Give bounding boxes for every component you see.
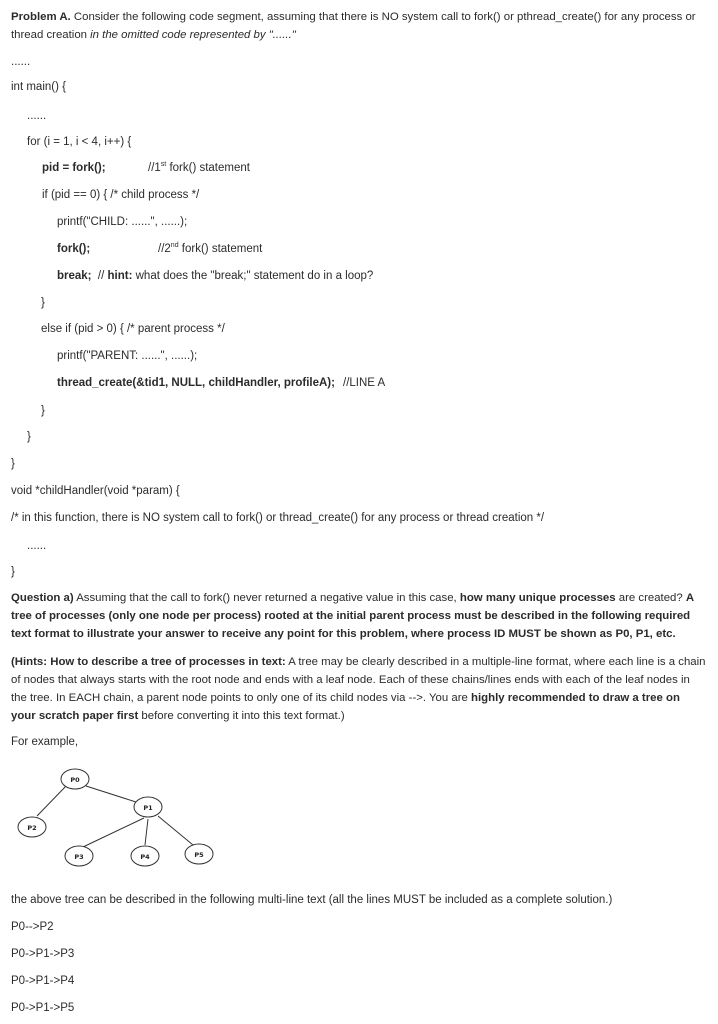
code-dots-handler: ...... (27, 540, 47, 552)
code-else-if-parent: else if (pid > 0) { /* parent process */ (41, 323, 225, 335)
code-first-fork-comment: //1st fork() statement (148, 161, 250, 174)
code-printf-parent: printf("PARENT: ......", ......); (57, 350, 198, 362)
code-line-a-comment: //LINE A (343, 377, 386, 389)
code-close-handler: } (11, 566, 15, 578)
edge-p0-p1 (86, 786, 136, 802)
example-line: P0->P1->P4 (11, 975, 75, 987)
example-line: P0->P1->P3 (11, 948, 75, 960)
example-label: For example, (11, 736, 79, 748)
code-printf-child: printf("CHILD: ......", ......); (57, 216, 188, 228)
code-handler-signature: void *childHandler(void *param) { (11, 485, 180, 497)
node-label-p1: P1 (143, 804, 153, 812)
code-dots-top: ...... (11, 56, 31, 68)
code-if-child: if (pid == 0) { /* child process */ (42, 189, 200, 201)
edge-p1-p3 (83, 818, 144, 847)
edge-p1-p4 (145, 819, 148, 845)
node-label-p3: P3 (74, 853, 84, 861)
code-close-for: } (27, 431, 31, 443)
problem-intro: Consider the following code segment, assuming that there is NO system call to fork() or pthread_create() for any process or thread creation (11, 11, 696, 41)
example-line: P0-->P2 (11, 921, 54, 933)
code-close-main: } (11, 458, 15, 470)
node-label-p4: P4 (140, 853, 150, 861)
example-line: P0->P1->P5 (11, 1002, 75, 1014)
question-a: Question a) Assuming that the call to fork() never returned a negative value in this case, how many unique processes are created? A tree of processes (only one node per process) rooted at the initial parent process must be described in the following required text format to illustrate your answer to receive any point for this problem, where process ID MUST be shown as P0, P1, etc. (11, 592, 694, 640)
code-second-fork-comment: //2nd fork() statement (158, 242, 263, 255)
code-first-fork: pid = fork(); (42, 162, 106, 174)
code-main-signature: int main() { (11, 81, 66, 93)
code-close-if: } (41, 297, 45, 309)
node-label-p2: P2 (27, 824, 37, 832)
edge-p1-p5 (158, 816, 193, 845)
code-handler-comment: /* in this function, there is NO system call to fork() or thread_create() for any process or thread creation */ (11, 512, 545, 524)
code-thread-create: thread_create(&tid1, NULL, childHandler, profileA); (57, 377, 335, 389)
problem-intro-emphasis: in the omitted code represented by "......" (90, 29, 296, 41)
code-second-fork: fork(); (57, 243, 91, 255)
problem-statement (11, 8, 707, 44)
hints-paragraph: (Hints: How to describe a tree of processes in text: A tree may be clearly described in a multiple-line format, where each line is a chain of nodes that always starts with the root node and ends with a leaf node. Each of these chains/lines ends with each of the leaf nodes in the tree. In EACH chain, a parent node points to only one of its child nodes via -->. You are highly recommended to draw a tree on your scratch paper first before converting it into this text format.) (11, 656, 706, 722)
node-label-p5: P5 (194, 851, 204, 859)
code-for-loop: for (i = 1, i < 4, i++) { (27, 136, 132, 148)
edge-p0-p2 (37, 785, 67, 816)
problem-heading: Problem A. (11, 11, 71, 23)
code-close-else: } (41, 405, 45, 417)
code-break-line: break; // hint: what does the "break;" statement do in a loop? (57, 270, 374, 282)
hints-label: (Hints: How to describe a tree of processes in text: (11, 656, 286, 668)
node-label-p0: P0 (70, 776, 80, 784)
example-description: the above tree can be described in the following multi-line text (all the lines MUST be included as a complete solution.) (11, 894, 613, 906)
question-label: Question a) (11, 592, 74, 604)
code-dots-main: ...... (27, 110, 47, 122)
process-tree-diagram (0, 760, 718, 880)
